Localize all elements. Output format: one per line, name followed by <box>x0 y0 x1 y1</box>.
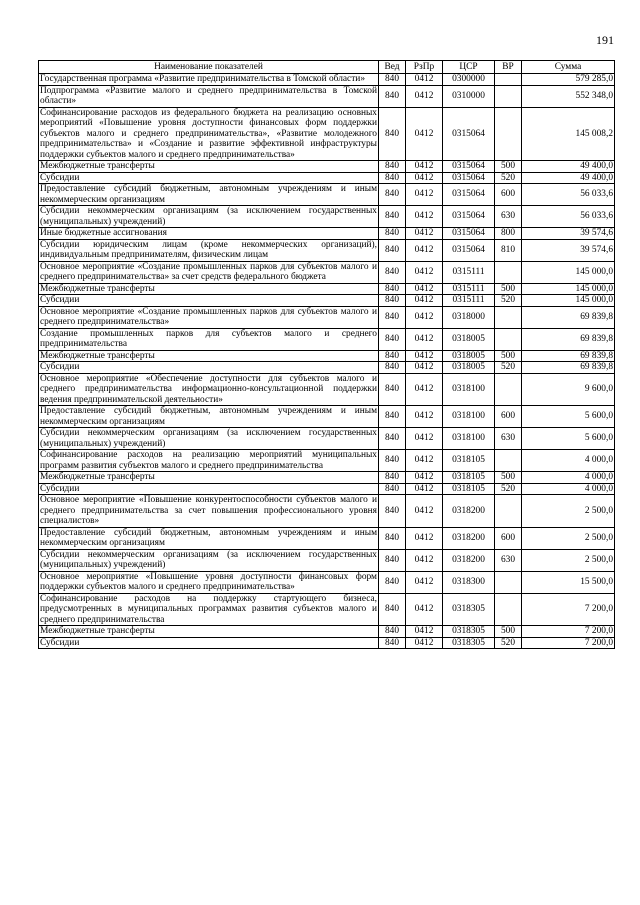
cell-csr: 0318200 <box>443 495 495 528</box>
cell-rzpr: 0412 <box>406 527 443 549</box>
cell-sum: 69 839,8 <box>522 362 615 374</box>
table-row <box>39 283 615 295</box>
cell-csr: 0318100 <box>443 373 495 406</box>
cell-rzpr: 0412 <box>406 483 443 495</box>
cell-sum: 2 500,0 <box>522 527 615 549</box>
cell-rzpr: 0412 <box>406 626 443 638</box>
cell-ved: 840 <box>379 261 406 283</box>
cell-name: Предоставление субсидий бюджетным, автономным учреждениям и иным некоммерческим организациям <box>40 527 377 548</box>
cell-rzpr: 0412 <box>406 428 443 450</box>
cell-csr: 0315064 <box>443 172 495 184</box>
table-row <box>39 406 615 428</box>
cell-vr: 520 <box>495 295 522 307</box>
cell-rzpr: 0412 <box>406 184 443 206</box>
cell-vr: 500 <box>495 161 522 173</box>
header-csr: ЦСР <box>443 61 495 74</box>
table-row <box>39 428 615 450</box>
cell-name: Межбюджетные трансферты <box>39 626 379 638</box>
table-row <box>39 472 615 484</box>
cell-sum: 69 839,8 <box>522 350 615 362</box>
cell-name: Субсидии <box>39 362 379 374</box>
cell-vr <box>495 328 522 350</box>
budget-table <box>38 60 615 649</box>
cell-vr: 630 <box>495 428 522 450</box>
cell-sum: 7 200,0 <box>522 593 615 626</box>
cell-csr: 0315064 <box>443 107 495 161</box>
cell-ved: 840 <box>379 637 406 649</box>
cell-rzpr: 0412 <box>406 228 443 240</box>
cell-csr: 0300000 <box>443 74 495 86</box>
cell-ved: 840 <box>379 306 406 328</box>
cell-rzpr: 0412 <box>406 172 443 184</box>
cell-csr: 0318000 <box>443 306 495 328</box>
cell-name: Межбюджетные трансферты <box>39 161 379 173</box>
cell-ved: 840 <box>379 626 406 638</box>
cell-name: Создание промышленных парков для субъектов малого и среднего предпринимательства <box>40 328 377 349</box>
cell-sum: 2 500,0 <box>522 549 615 571</box>
table-row <box>39 74 615 86</box>
cell-vr: 520 <box>495 483 522 495</box>
cell-sum: 39 574,6 <box>522 239 615 261</box>
cell-csr: 0315064 <box>443 184 495 206</box>
cell-vr: 800 <box>495 228 522 240</box>
cell-rzpr: 0412 <box>406 306 443 328</box>
cell-csr: 0318005 <box>443 362 495 374</box>
cell-sum: 5 600,0 <box>522 406 615 428</box>
cell-name: Субсидии <box>39 172 379 184</box>
cell-csr: 0315111 <box>443 283 495 295</box>
cell-ved: 840 <box>379 527 406 549</box>
cell-ved: 840 <box>379 74 406 86</box>
cell-rzpr: 0412 <box>406 206 443 228</box>
cell-name: Субсидии <box>39 637 379 649</box>
cell-rzpr: 0412 <box>406 450 443 472</box>
cell-csr: 0318305 <box>443 637 495 649</box>
cell-vr: 500 <box>495 283 522 295</box>
table-row <box>39 450 615 472</box>
cell-name: Основное мероприятие «Создание промышленных парков для субъектов малого и среднего предпринимательства» <box>40 306 377 327</box>
cell-vr <box>495 261 522 283</box>
cell-vr: 520 <box>495 172 522 184</box>
cell-sum: 49 400,0 <box>522 161 615 173</box>
cell-sum: 4 000,0 <box>522 450 615 472</box>
cell-csr: 0315064 <box>443 239 495 261</box>
cell-name: Основное мероприятие «Повышение конкурентоспособности субъектов малого и среднего предпринимательства за счет повышения профессионального уровня специалистов» <box>40 495 377 526</box>
cell-ved: 840 <box>379 450 406 472</box>
cell-csr: 0318105 <box>443 450 495 472</box>
cell-ved: 840 <box>379 184 406 206</box>
table-row <box>39 184 615 206</box>
cell-vr: 600 <box>495 527 522 549</box>
cell-ved: 840 <box>379 472 406 484</box>
cell-vr <box>495 593 522 626</box>
cell-sum: 145 000,0 <box>522 261 615 283</box>
cell-vr: 600 <box>495 184 522 206</box>
cell-vr <box>495 74 522 86</box>
cell-csr: 0315064 <box>443 206 495 228</box>
cell-name: Межбюджетные трансферты <box>39 350 379 362</box>
table-row <box>39 373 615 406</box>
cell-sum: 552 348,0 <box>522 85 615 107</box>
cell-rzpr: 0412 <box>406 261 443 283</box>
cell-sum: 56 033,6 <box>522 206 615 228</box>
cell-vr: 520 <box>495 637 522 649</box>
cell-rzpr: 0412 <box>406 107 443 161</box>
cell-vr <box>495 495 522 528</box>
cell-ved: 840 <box>379 362 406 374</box>
cell-vr: 630 <box>495 549 522 571</box>
table-body <box>39 74 615 649</box>
cell-ved: 840 <box>379 206 406 228</box>
cell-name: Субсидии юридическим лицам (кроме некоммерческих организаций), индивидуальным предпринимателям, физическим лицам <box>40 239 377 260</box>
cell-name: Государственная программа «Развитие предпринимательства в Томской области» <box>39 74 379 86</box>
cell-csr: 0310000 <box>443 85 495 107</box>
cell-vr: 500 <box>495 350 522 362</box>
cell-rzpr: 0412 <box>406 637 443 649</box>
cell-rzpr: 0412 <box>406 373 443 406</box>
table-row <box>39 350 615 362</box>
cell-name: Софинансирование расходов на поддержку стартующего бизнеса, предусмотренных в муниципальных программах развития субъектов малого и среднего предпринимательства <box>40 593 377 625</box>
cell-name: Основное мероприятие «Обеспечение доступности для субъектов малого и среднего предпринимательства информационно-консультационной поддержки ведения предпринимательской деятельности» <box>40 373 377 405</box>
cell-csr: 0315111 <box>443 295 495 307</box>
table-row <box>39 261 615 283</box>
cell-ved: 840 <box>379 406 406 428</box>
cell-vr: 810 <box>495 239 522 261</box>
cell-name: Субсидии некоммерческим организациям (за исключением государственных (муниципальных) учреждений) <box>40 206 377 227</box>
cell-vr <box>495 450 522 472</box>
cell-sum: 7 200,0 <box>522 626 615 638</box>
cell-ved: 840 <box>379 228 406 240</box>
cell-name: Софинансирование расходов на реализацию мероприятий муниципальных программ развития субъектов малого и среднего предпринимательства <box>40 450 377 471</box>
cell-ved: 840 <box>379 549 406 571</box>
header-rzpr: РзПр <box>406 61 443 74</box>
cell-name: Субсидии <box>39 483 379 495</box>
cell-vr: 500 <box>495 626 522 638</box>
header-sum: Сумма <box>522 61 615 74</box>
cell-sum: 56 033,6 <box>522 184 615 206</box>
cell-vr <box>495 107 522 161</box>
cell-sum: 9 600,0 <box>522 373 615 406</box>
cell-sum: 2 500,0 <box>522 495 615 528</box>
cell-csr: 0318105 <box>443 472 495 484</box>
table-row <box>39 549 615 571</box>
table-row <box>39 172 615 184</box>
cell-csr: 0318305 <box>443 593 495 626</box>
cell-rzpr: 0412 <box>406 593 443 626</box>
cell-rzpr: 0412 <box>406 571 443 593</box>
cell-vr: 500 <box>495 472 522 484</box>
cell-sum: 4 000,0 <box>522 472 615 484</box>
cell-rzpr: 0412 <box>406 239 443 261</box>
cell-sum: 145 008,2 <box>522 107 615 161</box>
cell-name: Иные бюджетные ассигнования <box>39 228 379 240</box>
cell-name: Межбюджетные трансферты <box>39 283 379 295</box>
cell-vr <box>495 306 522 328</box>
table-row <box>39 483 615 495</box>
cell-rzpr: 0412 <box>406 283 443 295</box>
cell-rzpr: 0412 <box>406 328 443 350</box>
cell-rzpr: 0412 <box>406 74 443 86</box>
cell-csr: 0315064 <box>443 228 495 240</box>
cell-vr <box>495 85 522 107</box>
cell-ved: 840 <box>379 295 406 307</box>
cell-ved: 840 <box>379 239 406 261</box>
cell-vr <box>495 373 522 406</box>
cell-ved: 840 <box>379 571 406 593</box>
cell-name: Основное мероприятие «Повышение уровня доступности финансовых форм поддержки субъектов малого и среднего предпринимательства» <box>40 571 377 592</box>
table-row <box>39 637 615 649</box>
table-row <box>39 306 615 328</box>
cell-csr: 0318305 <box>443 626 495 638</box>
cell-name: Субсидии некоммерческим организациям (за исключением государственных (муниципальных) учреждений) <box>40 428 377 449</box>
cell-name: Софинансирование расходов из федерального бюджета на реализацию основных мероприятий «Повышение уровня доступности финансовых форм поддержки субъектов малого и среднего предпринимательства», «Развитие молодежного предпринимательства» и «Создание и развитие эффективной инфраструктуры поддержки субъектов малого и среднего предпринимательства» <box>40 107 377 160</box>
cell-csr: 0318105 <box>443 483 495 495</box>
cell-csr: 0315111 <box>443 261 495 283</box>
cell-ved: 840 <box>379 161 406 173</box>
cell-sum: 15 500,0 <box>522 571 615 593</box>
table-row <box>39 495 615 528</box>
cell-name: Субсидии <box>39 295 379 307</box>
header-ved: Вед <box>379 61 406 74</box>
cell-rzpr: 0412 <box>406 406 443 428</box>
cell-ved: 840 <box>379 495 406 528</box>
cell-rzpr: 0412 <box>406 85 443 107</box>
cell-rzpr: 0412 <box>406 495 443 528</box>
cell-sum: 4 000,0 <box>522 483 615 495</box>
cell-rzpr: 0412 <box>406 362 443 374</box>
cell-vr: 520 <box>495 362 522 374</box>
cell-csr: 0318005 <box>443 328 495 350</box>
cell-ved: 840 <box>379 428 406 450</box>
cell-rzpr: 0412 <box>406 161 443 173</box>
table-row <box>39 206 615 228</box>
table-row <box>39 107 615 161</box>
cell-ved: 840 <box>379 483 406 495</box>
cell-sum: 7 200,0 <box>522 637 615 649</box>
cell-ved: 840 <box>379 350 406 362</box>
table-row <box>39 362 615 374</box>
table-row <box>39 593 615 626</box>
cell-name: Предоставление субсидий бюджетным, автономным учреждениям и иным некоммерческим организациям <box>40 406 377 427</box>
table-row <box>39 239 615 261</box>
cell-name: Межбюджетные трансферты <box>39 472 379 484</box>
table-row <box>39 527 615 549</box>
cell-vr: 600 <box>495 406 522 428</box>
table-row <box>39 626 615 638</box>
cell-sum: 39 574,6 <box>522 228 615 240</box>
cell-sum: 69 839,8 <box>522 306 615 328</box>
cell-rzpr: 0412 <box>406 350 443 362</box>
cell-ved: 840 <box>379 107 406 161</box>
table-row <box>39 571 615 593</box>
cell-csr: 0318005 <box>443 350 495 362</box>
cell-ved: 840 <box>379 283 406 295</box>
cell-csr: 0315064 <box>443 161 495 173</box>
cell-ved: 840 <box>379 373 406 406</box>
table-row <box>39 228 615 240</box>
cell-csr: 0318200 <box>443 549 495 571</box>
cell-name: Подпрограмма «Развитие малого и среднего предпринимательства в Томской области» <box>40 85 377 106</box>
cell-csr: 0318200 <box>443 527 495 549</box>
page-number: 191 <box>596 33 614 47</box>
cell-rzpr: 0412 <box>406 549 443 571</box>
cell-csr: 0318100 <box>443 406 495 428</box>
table-header-row <box>39 61 615 74</box>
cell-vr <box>495 571 522 593</box>
cell-ved: 840 <box>379 593 406 626</box>
cell-sum: 145 000,0 <box>522 295 615 307</box>
cell-csr: 0318100 <box>443 428 495 450</box>
cell-ved: 840 <box>379 328 406 350</box>
cell-sum: 5 600,0 <box>522 428 615 450</box>
cell-name: Основное мероприятие «Создание промышленных парков для субъектов малого и среднего предпринимательства» за счет средств федерального бюджета <box>40 261 377 282</box>
cell-rzpr: 0412 <box>406 472 443 484</box>
cell-csr: 0318300 <box>443 571 495 593</box>
table-row <box>39 328 615 350</box>
cell-sum: 579 285,0 <box>522 74 615 86</box>
cell-sum: 145 000,0 <box>522 283 615 295</box>
header-vr: ВР <box>495 61 522 74</box>
cell-rzpr: 0412 <box>406 295 443 307</box>
cell-name: Предоставление субсидий бюджетным, автономным учреждениям и иным некоммерческим организациям <box>40 184 377 205</box>
cell-name: Субсидии некоммерческим организациям (за исключением государственных (муниципальных) учреждений) <box>40 549 377 570</box>
cell-ved: 840 <box>379 172 406 184</box>
cell-vr: 630 <box>495 206 522 228</box>
cell-ved: 840 <box>379 85 406 107</box>
table-row <box>39 85 615 107</box>
cell-sum: 69 839,8 <box>522 328 615 350</box>
header-name: Наименование показателей <box>39 61 379 74</box>
table-row <box>39 295 615 307</box>
table-row <box>39 161 615 173</box>
cell-sum: 49 400,0 <box>522 172 615 184</box>
